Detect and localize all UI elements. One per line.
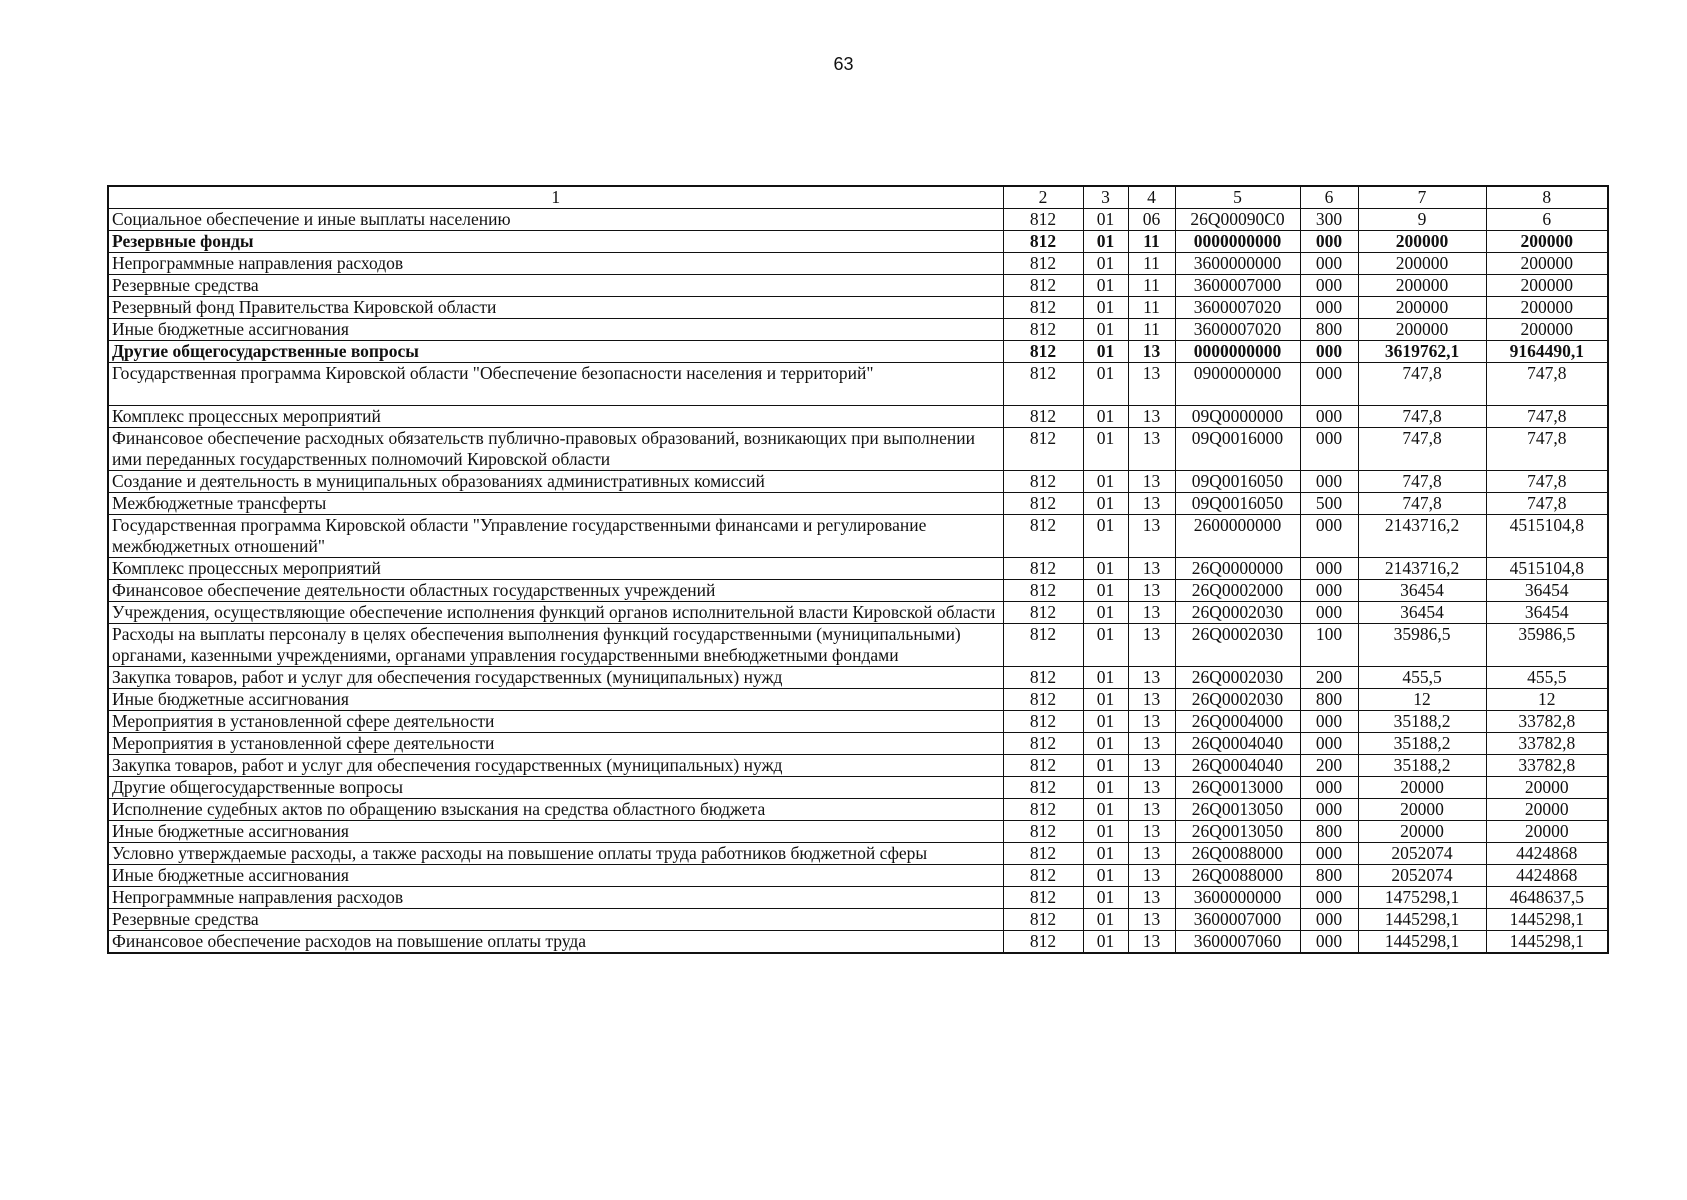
row-expense-type-cell: 000 (1300, 471, 1358, 493)
row-amount-2-cell: 747,8 (1486, 428, 1608, 471)
row-target-code-cell: 09Q0016050 (1175, 493, 1300, 515)
row-name-cell: Социальное обеспечение и иные выплаты населению (108, 209, 1003, 231)
row-name-cell: Межбюджетные трансферты (108, 493, 1003, 515)
row-expense-type-cell: 000 (1300, 558, 1358, 580)
table-row (108, 887, 1608, 909)
row-section-cell: 01 (1083, 493, 1128, 515)
row-amount-2-cell: 20000 (1486, 799, 1608, 821)
row-amount-2-cell: 4515104,8 (1486, 515, 1608, 558)
row-subsection-cell: 13 (1128, 667, 1175, 689)
row-name-cell: Исполнение судебных актов по обращению взыскания на средства областного бюджета (108, 799, 1003, 821)
row-expense-type-cell: 000 (1300, 341, 1358, 363)
row-amount-1-cell: 20000 (1358, 821, 1486, 843)
row-expense-type-cell: 500 (1300, 493, 1358, 515)
row-expense-type-cell: 000 (1300, 580, 1358, 602)
row-name-cell: Резервные средства (108, 275, 1003, 297)
row-name-cell: Другие общегосударственные вопросы (108, 777, 1003, 799)
row-section-cell: 01 (1083, 515, 1128, 558)
row-name-cell: Закупка товаров, работ и услуг для обеспечения государственных (муниципальных) нужд (108, 755, 1003, 777)
row-target-code-cell: 0000000000 (1175, 231, 1300, 253)
row-name-cell: Резервный фонд Правительства Кировской области (108, 297, 1003, 319)
row-name-cell: Комплекс процессных мероприятий (108, 558, 1003, 580)
row-subsection-cell: 13 (1128, 887, 1175, 909)
row-subsection-cell: 13 (1128, 865, 1175, 887)
row-name-cell: Иные бюджетные ассигнования (108, 689, 1003, 711)
row-section-cell: 01 (1083, 755, 1128, 777)
row-section-cell: 01 (1083, 406, 1128, 428)
row-target-code-cell: 3600007020 (1175, 319, 1300, 341)
row-section-cell: 01 (1083, 580, 1128, 602)
row-amount-2-cell: 4515104,8 (1486, 558, 1608, 580)
row-target-code-cell: 26Q0013050 (1175, 799, 1300, 821)
row-name-cell: Иные бюджетные ассигнования (108, 865, 1003, 887)
row-section-cell: 01 (1083, 558, 1128, 580)
table-row (108, 428, 1608, 471)
table-row (108, 799, 1608, 821)
row-amount-2-cell: 200000 (1486, 275, 1608, 297)
row-expense-type-cell: 000 (1300, 733, 1358, 755)
row-subsection-cell: 13 (1128, 602, 1175, 624)
table-row (108, 515, 1608, 558)
row-ved-cell: 812 (1003, 843, 1083, 865)
row-expense-type-cell: 000 (1300, 253, 1358, 275)
row-amount-2-cell: 12 (1486, 689, 1608, 711)
row-subsection-cell: 13 (1128, 341, 1175, 363)
row-name-cell: Непрограммные направления расходов (108, 253, 1003, 275)
row-name-cell: Иные бюджетные ассигнования (108, 319, 1003, 341)
row-target-code-cell: 26Q0088000 (1175, 865, 1300, 887)
row-expense-type-cell: 000 (1300, 887, 1358, 909)
row-section-cell: 01 (1083, 341, 1128, 363)
header-col-8: 8 (1486, 186, 1608, 209)
row-target-code-cell: 26Q0004040 (1175, 733, 1300, 755)
row-amount-1-cell: 3619762,1 (1358, 341, 1486, 363)
row-ved-cell: 812 (1003, 865, 1083, 887)
table-body (108, 209, 1608, 954)
row-section-cell: 01 (1083, 624, 1128, 667)
row-target-code-cell: 26Q0002030 (1175, 602, 1300, 624)
header-col-4: 4 (1128, 186, 1175, 209)
row-target-code-cell: 3600007000 (1175, 909, 1300, 931)
table-row (108, 580, 1608, 602)
row-expense-type-cell: 000 (1300, 711, 1358, 733)
row-amount-2-cell: 36454 (1486, 602, 1608, 624)
row-name-cell: Финансовое обеспечение расходных обязательств публично-правовых образований, возникающих при выполнении ими переданных государственных полномочий Кировской области (108, 428, 1003, 471)
row-name-cell: Резервные фонды (108, 231, 1003, 253)
table-row (108, 209, 1608, 231)
row-subsection-cell: 11 (1128, 297, 1175, 319)
row-subsection-cell: 11 (1128, 231, 1175, 253)
row-amount-2-cell: 20000 (1486, 777, 1608, 799)
table-row (108, 275, 1608, 297)
table-row (108, 406, 1608, 428)
row-ved-cell: 812 (1003, 275, 1083, 297)
row-amount-2-cell: 36454 (1486, 580, 1608, 602)
row-amount-1-cell: 747,8 (1358, 363, 1486, 406)
row-target-code-cell: 3600000000 (1175, 887, 1300, 909)
row-target-code-cell: 26Q0004040 (1175, 755, 1300, 777)
row-amount-1-cell: 747,8 (1358, 428, 1486, 471)
row-name-cell: Учреждения, осуществляющие обеспечение исполнения функций органов исполнительной власти Кировской области (108, 602, 1003, 624)
row-target-code-cell: 26Q0002030 (1175, 624, 1300, 667)
row-amount-2-cell: 200000 (1486, 253, 1608, 275)
row-amount-1-cell: 2143716,2 (1358, 558, 1486, 580)
row-section-cell: 01 (1083, 602, 1128, 624)
row-amount-2-cell: 200000 (1486, 231, 1608, 253)
row-subsection-cell: 13 (1128, 471, 1175, 493)
row-subsection-cell: 13 (1128, 624, 1175, 667)
row-expense-type-cell: 000 (1300, 231, 1358, 253)
row-name-cell: Закупка товаров, работ и услуг для обеспечения государственных (муниципальных) нужд (108, 667, 1003, 689)
header-col-2: 2 (1003, 186, 1083, 209)
table-row (108, 711, 1608, 733)
table-row (108, 363, 1608, 406)
row-expense-type-cell: 000 (1300, 799, 1358, 821)
row-ved-cell: 812 (1003, 209, 1083, 231)
row-amount-1-cell: 35188,2 (1358, 755, 1486, 777)
row-amount-1-cell: 36454 (1358, 602, 1486, 624)
row-amount-2-cell: 747,8 (1486, 493, 1608, 515)
row-amount-1-cell: 35188,2 (1358, 711, 1486, 733)
row-section-cell: 01 (1083, 209, 1128, 231)
table-row (108, 865, 1608, 887)
row-subsection-cell: 13 (1128, 821, 1175, 843)
row-section-cell: 01 (1083, 363, 1128, 406)
row-expense-type-cell: 000 (1300, 406, 1358, 428)
row-amount-1-cell: 200000 (1358, 253, 1486, 275)
row-target-code-cell: 3600007060 (1175, 931, 1300, 954)
row-section-cell: 01 (1083, 733, 1128, 755)
row-section-cell: 01 (1083, 689, 1128, 711)
row-amount-2-cell: 455,5 (1486, 667, 1608, 689)
row-expense-type-cell: 000 (1300, 297, 1358, 319)
table-row (108, 558, 1608, 580)
row-expense-type-cell: 000 (1300, 428, 1358, 471)
header-col-1: 1 (108, 186, 1003, 209)
row-expense-type-cell: 000 (1300, 275, 1358, 297)
row-amount-1-cell: 1445298,1 (1358, 909, 1486, 931)
row-section-cell: 01 (1083, 887, 1128, 909)
row-subsection-cell: 13 (1128, 580, 1175, 602)
row-name-cell: Финансовое обеспечение деятельности областных государственных учреждений (108, 580, 1003, 602)
row-section-cell: 01 (1083, 799, 1128, 821)
row-ved-cell: 812 (1003, 493, 1083, 515)
row-section-cell: 01 (1083, 231, 1128, 253)
row-ved-cell: 812 (1003, 231, 1083, 253)
row-ved-cell: 812 (1003, 733, 1083, 755)
row-subsection-cell: 13 (1128, 515, 1175, 558)
row-name-cell: Финансовое обеспечение расходов на повышение оплаты труда (108, 931, 1003, 954)
row-name-cell: Государственная программа Кировской области "Управление государственными финансами и регулирование межбюджетных отношений" (108, 515, 1003, 558)
row-expense-type-cell: 200 (1300, 755, 1358, 777)
row-section-cell: 01 (1083, 319, 1128, 341)
row-amount-2-cell: 4648637,5 (1486, 887, 1608, 909)
row-section-cell: 01 (1083, 297, 1128, 319)
row-ved-cell: 812 (1003, 667, 1083, 689)
row-section-cell: 01 (1083, 931, 1128, 954)
row-expense-type-cell: 000 (1300, 777, 1358, 799)
table-row (108, 493, 1608, 515)
row-target-code-cell: 0900000000 (1175, 363, 1300, 406)
row-ved-cell: 812 (1003, 297, 1083, 319)
row-amount-1-cell: 36454 (1358, 580, 1486, 602)
row-amount-1-cell: 35986,5 (1358, 624, 1486, 667)
row-name-cell: Создание и деятельность в муниципальных образованиях административных комиссий (108, 471, 1003, 493)
row-subsection-cell: 13 (1128, 755, 1175, 777)
row-expense-type-cell: 000 (1300, 909, 1358, 931)
row-subsection-cell: 13 (1128, 777, 1175, 799)
row-name-cell: Мероприятия в установленной сфере деятельности (108, 711, 1003, 733)
row-amount-1-cell: 200000 (1358, 297, 1486, 319)
row-amount-2-cell: 200000 (1486, 319, 1608, 341)
row-ved-cell: 812 (1003, 689, 1083, 711)
header-col-3: 3 (1083, 186, 1128, 209)
row-amount-2-cell: 33782,8 (1486, 755, 1608, 777)
table-row (108, 624, 1608, 667)
table-row (108, 319, 1608, 341)
row-subsection-cell: 13 (1128, 493, 1175, 515)
table-row (108, 931, 1608, 954)
table-row (108, 755, 1608, 777)
row-amount-1-cell: 1475298,1 (1358, 887, 1486, 909)
row-target-code-cell: 26Q0013050 (1175, 821, 1300, 843)
row-subsection-cell: 13 (1128, 931, 1175, 954)
row-expense-type-cell: 200 (1300, 667, 1358, 689)
table-row (108, 909, 1608, 931)
row-amount-2-cell: 33782,8 (1486, 733, 1608, 755)
row-amount-1-cell: 200000 (1358, 231, 1486, 253)
row-amount-2-cell: 33782,8 (1486, 711, 1608, 733)
row-subsection-cell: 13 (1128, 733, 1175, 755)
row-amount-2-cell: 35986,5 (1486, 624, 1608, 667)
row-target-code-cell: 26Q0002030 (1175, 667, 1300, 689)
row-ved-cell: 812 (1003, 428, 1083, 471)
row-target-code-cell: 26Q0013000 (1175, 777, 1300, 799)
table-row (108, 843, 1608, 865)
header-col-5: 5 (1175, 186, 1300, 209)
row-target-code-cell: 26Q0000000 (1175, 558, 1300, 580)
table-row (108, 821, 1608, 843)
row-section-cell: 01 (1083, 821, 1128, 843)
row-expense-type-cell: 800 (1300, 821, 1358, 843)
row-target-code-cell: 26Q0088000 (1175, 843, 1300, 865)
row-subsection-cell: 13 (1128, 711, 1175, 733)
row-amount-2-cell: 747,8 (1486, 363, 1608, 406)
row-amount-2-cell: 4424868 (1486, 865, 1608, 887)
row-target-code-cell: 3600007020 (1175, 297, 1300, 319)
table-row (108, 777, 1608, 799)
row-expense-type-cell: 800 (1300, 689, 1358, 711)
row-target-code-cell: 09Q0000000 (1175, 406, 1300, 428)
row-subsection-cell: 13 (1128, 428, 1175, 471)
row-subsection-cell: 13 (1128, 558, 1175, 580)
row-amount-1-cell: 20000 (1358, 799, 1486, 821)
row-section-cell: 01 (1083, 777, 1128, 799)
row-target-code-cell: 26Q0002030 (1175, 689, 1300, 711)
row-amount-1-cell: 12 (1358, 689, 1486, 711)
table-row (108, 602, 1608, 624)
row-target-code-cell: 3600000000 (1175, 253, 1300, 275)
row-ved-cell: 812 (1003, 624, 1083, 667)
row-expense-type-cell: 300 (1300, 209, 1358, 231)
row-expense-type-cell: 800 (1300, 865, 1358, 887)
row-expense-type-cell: 000 (1300, 931, 1358, 954)
row-target-code-cell: 2600000000 (1175, 515, 1300, 558)
row-ved-cell: 812 (1003, 558, 1083, 580)
row-amount-2-cell: 6 (1486, 209, 1608, 231)
table-row (108, 471, 1608, 493)
row-name-cell: Комплекс процессных мероприятий (108, 406, 1003, 428)
row-amount-2-cell: 747,8 (1486, 471, 1608, 493)
row-amount-1-cell: 35188,2 (1358, 733, 1486, 755)
row-section-cell: 01 (1083, 428, 1128, 471)
row-ved-cell: 812 (1003, 515, 1083, 558)
row-expense-type-cell: 000 (1300, 843, 1358, 865)
table-row (108, 231, 1608, 253)
row-subsection-cell: 13 (1128, 689, 1175, 711)
table-row (108, 667, 1608, 689)
row-name-cell: Мероприятия в установленной сфере деятельности (108, 733, 1003, 755)
row-name-cell: Другие общегосударственные вопросы (108, 341, 1003, 363)
row-target-code-cell: 0000000000 (1175, 341, 1300, 363)
table-row (108, 253, 1608, 275)
header-col-7: 7 (1358, 186, 1486, 209)
row-section-cell: 01 (1083, 275, 1128, 297)
table-row (108, 297, 1608, 319)
row-subsection-cell: 13 (1128, 363, 1175, 406)
row-ved-cell: 812 (1003, 580, 1083, 602)
row-ved-cell: 812 (1003, 253, 1083, 275)
row-amount-2-cell: 20000 (1486, 821, 1608, 843)
row-ved-cell: 812 (1003, 406, 1083, 428)
row-name-cell: Расходы на выплаты персоналу в целях обеспечения выполнения функций государственными (муниципальными) органами, казенными учреждениями, органами управления государственными внебюджетными фондами (108, 624, 1003, 667)
row-name-cell: Условно утверждаемые расходы, а также расходы на повышение оплаты труда работников бюджетной сферы (108, 843, 1003, 865)
row-amount-1-cell: 200000 (1358, 275, 1486, 297)
row-ved-cell: 812 (1003, 319, 1083, 341)
row-expense-type-cell: 100 (1300, 624, 1358, 667)
row-amount-2-cell: 1445298,1 (1486, 931, 1608, 954)
row-ved-cell: 812 (1003, 471, 1083, 493)
row-subsection-cell: 13 (1128, 406, 1175, 428)
row-section-cell: 01 (1083, 909, 1128, 931)
row-amount-1-cell: 2052074 (1358, 865, 1486, 887)
row-ved-cell: 812 (1003, 755, 1083, 777)
table-row (108, 689, 1608, 711)
row-subsection-cell: 13 (1128, 909, 1175, 931)
row-section-cell: 01 (1083, 471, 1128, 493)
row-subsection-cell: 11 (1128, 275, 1175, 297)
row-ved-cell: 812 (1003, 602, 1083, 624)
row-name-cell: Непрограммные направления расходов (108, 887, 1003, 909)
row-target-code-cell: 09Q0016050 (1175, 471, 1300, 493)
row-target-code-cell: 26Q0004000 (1175, 711, 1300, 733)
row-ved-cell: 812 (1003, 909, 1083, 931)
row-target-code-cell: 09Q0016000 (1175, 428, 1300, 471)
row-amount-1-cell: 747,8 (1358, 471, 1486, 493)
row-amount-1-cell: 2052074 (1358, 843, 1486, 865)
row-amount-2-cell: 1445298,1 (1486, 909, 1608, 931)
row-ved-cell: 812 (1003, 341, 1083, 363)
row-ved-cell: 812 (1003, 777, 1083, 799)
row-amount-2-cell: 200000 (1486, 297, 1608, 319)
row-ved-cell: 812 (1003, 821, 1083, 843)
row-target-code-cell: 3600007000 (1175, 275, 1300, 297)
table-header-row (108, 186, 1608, 209)
row-subsection-cell: 11 (1128, 319, 1175, 341)
row-amount-1-cell: 2143716,2 (1358, 515, 1486, 558)
row-name-cell: Иные бюджетные ассигнования (108, 821, 1003, 843)
row-section-cell: 01 (1083, 667, 1128, 689)
row-ved-cell: 812 (1003, 711, 1083, 733)
row-subsection-cell: 13 (1128, 843, 1175, 865)
row-expense-type-cell: 800 (1300, 319, 1358, 341)
row-section-cell: 01 (1083, 711, 1128, 733)
row-subsection-cell: 06 (1128, 209, 1175, 231)
row-subsection-cell: 11 (1128, 253, 1175, 275)
row-name-cell: Резервные средства (108, 909, 1003, 931)
row-amount-2-cell: 9164490,1 (1486, 341, 1608, 363)
table-row (108, 341, 1608, 363)
row-section-cell: 01 (1083, 843, 1128, 865)
row-amount-1-cell: 747,8 (1358, 406, 1486, 428)
row-subsection-cell: 13 (1128, 799, 1175, 821)
row-target-code-cell: 26Q0002000 (1175, 580, 1300, 602)
row-amount-1-cell: 747,8 (1358, 493, 1486, 515)
header-col-6: 6 (1300, 186, 1358, 209)
row-ved-cell: 812 (1003, 931, 1083, 954)
row-amount-2-cell: 747,8 (1486, 406, 1608, 428)
row-ved-cell: 812 (1003, 887, 1083, 909)
row-amount-2-cell: 4424868 (1486, 843, 1608, 865)
row-ved-cell: 812 (1003, 799, 1083, 821)
row-expense-type-cell: 000 (1300, 363, 1358, 406)
budget-table (107, 185, 1609, 954)
row-expense-type-cell: 000 (1300, 515, 1358, 558)
row-amount-1-cell: 455,5 (1358, 667, 1486, 689)
row-ved-cell: 812 (1003, 363, 1083, 406)
row-target-code-cell: 26Q00090C0 (1175, 209, 1300, 231)
page-number: 63 (833, 54, 854, 74)
table-row (108, 733, 1608, 755)
row-expense-type-cell: 000 (1300, 602, 1358, 624)
row-name-cell: Государственная программа Кировской области "Обеспечение безопасности населения и территорий" (108, 363, 1003, 406)
row-amount-1-cell: 1445298,1 (1358, 931, 1486, 954)
row-amount-1-cell: 20000 (1358, 777, 1486, 799)
row-amount-1-cell: 9 (1358, 209, 1486, 231)
row-section-cell: 01 (1083, 865, 1128, 887)
row-amount-1-cell: 200000 (1358, 319, 1486, 341)
row-section-cell: 01 (1083, 253, 1128, 275)
